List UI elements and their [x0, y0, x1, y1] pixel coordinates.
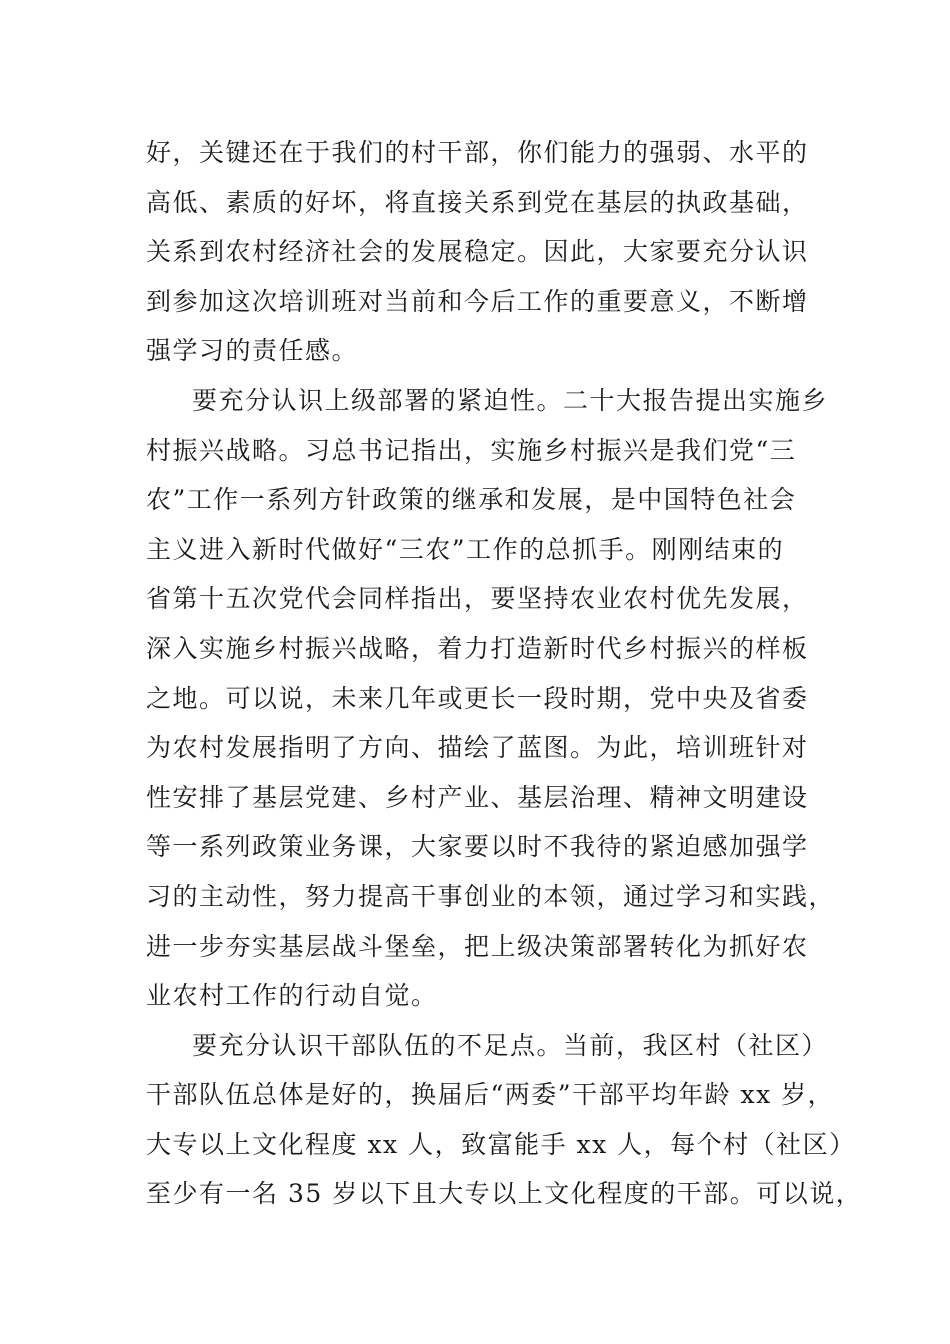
paragraph-2-line: 进一步夯实基层战斗堡垒，把上级决策部署转化为抓好农: [146, 931, 809, 961]
paragraph-3-line: 至少有一名 35 岁以下且大专以上文化程度的干部。可以说，: [146, 1179, 863, 1209]
paragraph-1-line: 关系到农村经济社会的发展稳定。因此，大家要充分认识: [146, 237, 809, 267]
paragraph-3-line: 要充分认识干部队伍的不足点。当前，我区村（社区）: [192, 1030, 829, 1060]
paragraph-2-line: 省第十五次党代会同样指出，要坚持农业农村优先发展，: [146, 584, 809, 614]
paragraph-2-line: 之地。可以说，未来几年或更长一段时期，党中央及省委: [146, 683, 809, 713]
paragraph-2-line: 为农村发展指明了方向、描绘了蓝图。为此，培训班针对: [146, 733, 809, 763]
paragraph-1-line: 好，关键还在于我们的村干部，你们能力的强弱、水平的: [146, 138, 809, 167]
paragraph-1-line: 到参加这次培训班对当前和今后工作的重要意义，不断增: [146, 286, 809, 316]
paragraph-1-line: 强学习的责任感。: [146, 336, 359, 366]
paragraph-2-line: 性安排了基层党建、乡村产业、基层治理、精神文明建设: [146, 782, 809, 812]
paragraph-1-line: 高低、素质的好坏，将直接关系到党在基层的执政基础，: [146, 187, 809, 217]
paragraph-3-line: 大专以上文化程度 xx 人，致富能手 xx 人，每个村（社区）: [146, 1129, 856, 1159]
paragraph-2-line: 等一系列政策业务课，大家要以时不我待的紧迫感加强学: [146, 832, 809, 862]
document-body: [146, 128, 863, 1219]
paragraph-2-line: 村振兴战略。习总书记指出，实施乡村振兴是我们党“三: [146, 435, 797, 465]
paragraph-2-line: 习的主动性，努力提高干事创业的本领，通过学习和实践，: [146, 881, 836, 911]
paragraph-2-line: 业农村工作的行动自觉。: [146, 981, 438, 1011]
paragraph-2-line: 农”工作一系列方针政策的继承和发展，是中国特色社会: [146, 485, 797, 515]
paragraph-2-line: 主义进入新时代做好“三农”工作的总抓手。刚刚结束的: [146, 534, 785, 564]
paragraph-2-line: 要充分认识上级部署的紧迫性。二十大报告提出实施乡: [192, 385, 829, 415]
paragraph-3-line: 干部队伍总体是好的，换届后“两委”干部平均年龄 xx 岁，: [146, 1080, 835, 1110]
paragraph-2-line: 深入实施乡村振兴战略，着力打造新时代乡村振兴的样板: [146, 633, 809, 663]
